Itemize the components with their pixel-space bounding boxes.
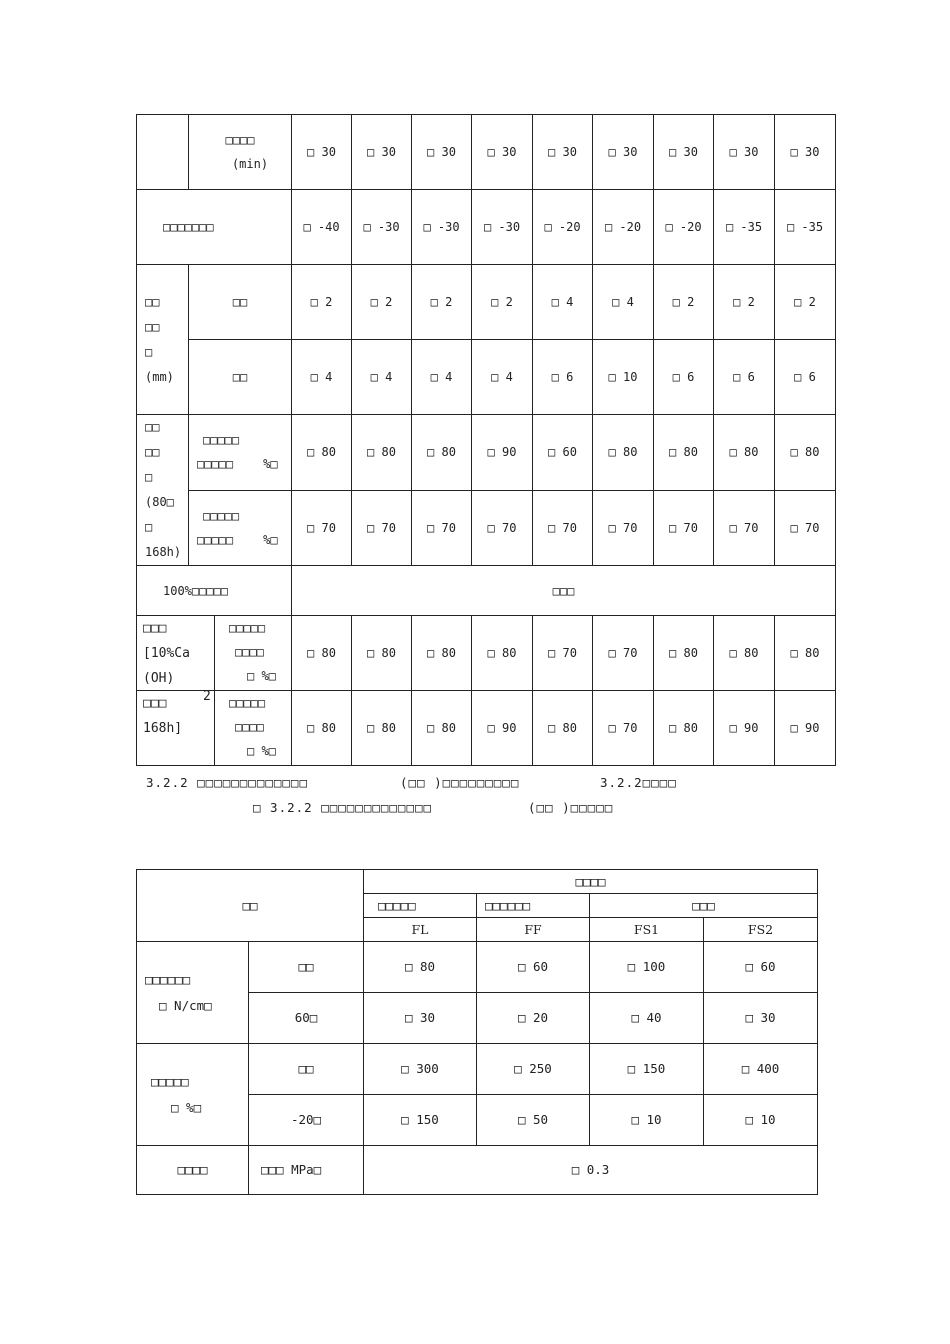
- label-line: □□: [145, 420, 160, 434]
- cell: □ 70: [292, 490, 352, 566]
- cell: □ 80: [352, 691, 412, 766]
- group-label: [137, 415, 189, 566]
- row-label: [189, 415, 292, 491]
- header-cell: □□□□□□: [477, 894, 590, 918]
- cell: □ 80: [714, 415, 775, 491]
- cell: □ 6: [533, 340, 593, 415]
- cell: □ 150: [364, 1095, 477, 1146]
- cell: □ 30: [292, 115, 352, 190]
- label-line: □□□□: [235, 645, 264, 659]
- cell: □ -30: [352, 190, 412, 265]
- cell: □ 80: [714, 616, 775, 691]
- cell: □ 30: [714, 115, 775, 190]
- label-line: □: [145, 344, 153, 359]
- cell: □ 4: [412, 340, 472, 415]
- cell: □ 30: [412, 115, 472, 190]
- cell: □ 70: [533, 616, 593, 691]
- group-label: [137, 616, 215, 690]
- paragraph-text: 3.2.2 □□□□□□□□□□□□□: [146, 775, 308, 790]
- unit-label: %□: [263, 457, 278, 472]
- cell: □ 4: [593, 265, 654, 340]
- cell: □ 10: [704, 1095, 818, 1146]
- cell: □ 40: [590, 993, 704, 1044]
- cell: □ 90: [472, 415, 533, 491]
- table-row: [137, 691, 836, 766]
- table-row: [137, 1146, 818, 1195]
- label-line: (80□: [145, 495, 174, 509]
- row-label: □□□□: [137, 1146, 249, 1195]
- label-line: (mm): [145, 369, 174, 384]
- label-line: (OH): [143, 671, 175, 686]
- label-line: □□□□□□: [145, 971, 191, 987]
- cell: □ 10: [593, 340, 654, 415]
- header-cell: FF: [477, 918, 590, 942]
- header-cell: □□□□: [364, 870, 818, 894]
- row-label: □□: [249, 942, 364, 993]
- table-caption: □ 3.2.2 □□□□□□□□□□□□□: [253, 800, 433, 815]
- cell: □ 6: [775, 340, 836, 415]
- row-label: 60□: [249, 993, 364, 1044]
- table-row: [137, 190, 836, 265]
- cell: □ 80: [364, 942, 477, 993]
- row-label: -20□: [249, 1095, 364, 1146]
- group-label: 2 □□□ 168h]: [137, 691, 215, 765]
- table-row: [137, 265, 836, 340]
- table-row: [137, 415, 836, 491]
- cell: □ 2: [472, 265, 533, 340]
- row-label: [189, 490, 292, 566]
- cell: □ 4: [352, 340, 412, 415]
- cell: □ 30: [472, 115, 533, 190]
- cell: □ 70: [412, 490, 472, 566]
- cell: □ 80: [412, 616, 472, 691]
- label-line: □□□: [143, 696, 167, 711]
- cell: □ 150: [590, 1044, 704, 1095]
- row-label: 100%□□□□□: [137, 566, 292, 616]
- label-line: □ N/cm□: [159, 997, 212, 1013]
- label-line: (min): [231, 157, 269, 171]
- label-line: □□: [145, 445, 160, 459]
- cell: □ 80: [775, 616, 836, 691]
- table-row: [137, 616, 836, 691]
- paragraph-text: 3.2.2□□□□: [600, 775, 677, 790]
- label-line: □□: [145, 294, 160, 309]
- cell: □ 70: [533, 490, 593, 566]
- cell: □ -20: [593, 190, 654, 265]
- cell: □ -35: [714, 190, 775, 265]
- cell: □ 80: [292, 691, 352, 766]
- table-row: [137, 870, 818, 894]
- label-line: 168h]: [143, 721, 183, 736]
- cell: □ 2: [714, 265, 775, 340]
- table-row: [137, 942, 818, 993]
- cell: □ 70: [654, 490, 714, 566]
- group-label: [137, 265, 189, 415]
- paragraph-text: (□□ )□□□□□□□□□: [400, 775, 520, 790]
- unit-label: %□: [263, 532, 278, 547]
- row-label: □□□ MPa□: [249, 1146, 364, 1195]
- table-row: [137, 115, 836, 190]
- cell: □ 250: [477, 1044, 590, 1095]
- row-label: □□: [189, 340, 292, 415]
- merged-cell: □□□: [292, 566, 836, 616]
- row-label: [137, 942, 249, 1044]
- table-row: [137, 566, 836, 616]
- label-line: □ %□: [171, 1099, 202, 1115]
- cell: □ 70: [714, 490, 775, 566]
- label-line: □ %□: [247, 669, 276, 683]
- cell: □ 80: [292, 616, 352, 691]
- cell: □ 60: [533, 415, 593, 491]
- cell: □ 70: [472, 490, 533, 566]
- cell: □ -20: [533, 190, 593, 265]
- label-line: □□: [145, 319, 160, 334]
- cell: □ 6: [714, 340, 775, 415]
- row-label: [137, 1044, 249, 1146]
- cell: □ 80: [412, 415, 472, 491]
- cell: □ 70: [593, 490, 654, 566]
- row-label: [215, 616, 291, 690]
- cell: □ 30: [352, 115, 412, 190]
- merged-cell: □ 0.3: [364, 1146, 818, 1195]
- cell: □ 80: [654, 616, 714, 691]
- cell: □ -30: [412, 190, 472, 265]
- cell: □ 2: [352, 265, 412, 340]
- header-cell: FS2: [704, 918, 818, 942]
- cell: □ 2: [654, 265, 714, 340]
- cell: □ 90: [775, 691, 836, 766]
- cell: □ -30: [472, 190, 533, 265]
- table-row: [137, 1044, 818, 1095]
- cell: □ 4: [292, 340, 352, 415]
- cell: □ 80: [472, 616, 533, 691]
- cell: □ 30: [654, 115, 714, 190]
- table-caption: (□□ )□□□□□: [528, 800, 614, 815]
- cell: □ 50: [477, 1095, 590, 1146]
- cell: □ 80: [654, 691, 714, 766]
- properties-table-upper: [136, 114, 836, 766]
- cell: □ 30: [364, 993, 477, 1044]
- cell: □ 20: [477, 993, 590, 1044]
- header-cell: □□□: [590, 894, 818, 918]
- label-line: □: [145, 520, 153, 534]
- properties-table-lower: [136, 869, 818, 1195]
- cell: □ 2: [412, 265, 472, 340]
- row-label: □□: [189, 265, 292, 340]
- cell: □ 80: [775, 415, 836, 491]
- group-cell: [137, 616, 292, 691]
- label-line: □□□□□: [229, 696, 266, 710]
- cell: □ 80: [593, 415, 654, 491]
- group-cell: [137, 691, 292, 766]
- row-label: [215, 691, 291, 765]
- cell: □ 70: [352, 490, 412, 566]
- cell: □ 6: [654, 340, 714, 415]
- label-line: □□□□□: [151, 1073, 189, 1089]
- cell: □ 4: [472, 340, 533, 415]
- cell: □ 70: [593, 691, 654, 766]
- cell: □ 80: [352, 415, 412, 491]
- cell: □ 300: [364, 1044, 477, 1095]
- label-line: □□□□□: [203, 433, 240, 448]
- row-label: □□□□□□□: [137, 190, 292, 265]
- cell: □ 30: [533, 115, 593, 190]
- cell: □ 70: [775, 490, 836, 566]
- header-cell: □□: [137, 870, 364, 942]
- row-label: □□: [249, 1044, 364, 1095]
- blank-cell: [137, 115, 189, 190]
- header-cell: FS1: [590, 918, 704, 942]
- label-line: □□□□□: [197, 532, 234, 547]
- label-line: □□□□: [235, 720, 264, 734]
- cell: □ -35: [775, 190, 836, 265]
- cell: □ 100: [590, 942, 704, 993]
- cell: □ -40: [292, 190, 352, 265]
- table-row: [137, 490, 836, 566]
- cell: □ 80: [654, 415, 714, 491]
- cell: □ 80: [292, 415, 352, 491]
- label-line: □ %□: [247, 744, 276, 758]
- cell: □ 80: [533, 691, 593, 766]
- label-line: □□□□: [225, 133, 255, 147]
- label-line: [10%Ca: [143, 646, 190, 661]
- cell: □ 30: [593, 115, 654, 190]
- cell: □ 400: [704, 1044, 818, 1095]
- label-line: □□□: [143, 621, 167, 636]
- cell: □ 2: [292, 265, 352, 340]
- cell: □ 30: [775, 115, 836, 190]
- label-line: 168h): [145, 545, 182, 559]
- cell: □ 4: [533, 265, 593, 340]
- label-line: □□□□□: [197, 457, 234, 472]
- table-row: [137, 340, 836, 415]
- cell: □ 60: [704, 942, 818, 993]
- label-line: □□□□□: [203, 508, 240, 523]
- header-cell: FL: [364, 918, 477, 942]
- cell: □ 60: [477, 942, 590, 993]
- cell: □ 90: [714, 691, 775, 766]
- cell: □ -20: [654, 190, 714, 265]
- cell: □ 80: [412, 691, 472, 766]
- cell: □ 30: [704, 993, 818, 1044]
- header-cell: □□□□□: [364, 894, 477, 918]
- cell: □ 10: [590, 1095, 704, 1146]
- cell: □ 90: [472, 691, 533, 766]
- cell: □ 80: [352, 616, 412, 691]
- row-label: [189, 115, 292, 190]
- label-line: □□□□□: [229, 621, 266, 635]
- cell: □ 70: [593, 616, 654, 691]
- cell: □ 2: [775, 265, 836, 340]
- label-line: □: [145, 470, 153, 484]
